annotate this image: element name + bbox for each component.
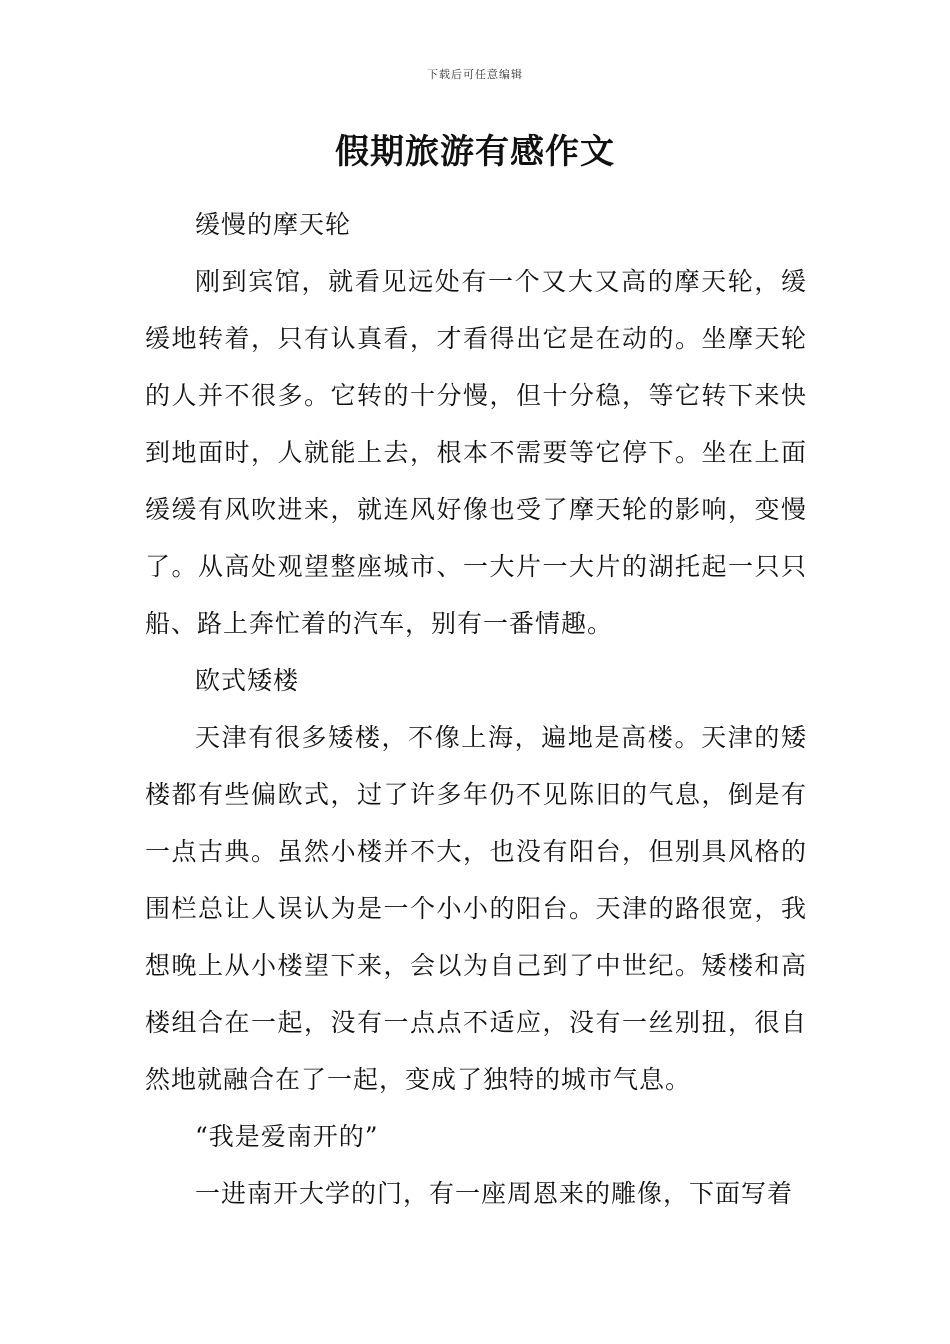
- section-heading-nankai: “我是爱南开的”: [195, 1122, 379, 1151]
- document-body: [145, 196, 807, 1222]
- paragraph-nankai: 一进南开大学的门，有一座周恩来的雕像，下面写着: [195, 1179, 794, 1208]
- document-title: 假期旅游有感作文: [335, 132, 615, 172]
- paragraph-european-buildings: 天津有很多矮楼，不像上海，遍地是高楼。天津的矮楼都有些偏欧式，过了许多年仍不见陈旧的气息，倒是有一点古典。虽然小楼并不大，也没有阳台，但别具风格的围栏总让人误认为是一个小小的阳台。天津的路很宽，我想晚上从小楼望下来，会以为自己到了中世纪。矮楼和高楼组合在一起，没有一点点不适应，没有一丝别扭，很自然地就融合在了一起，变成了独特的城市气息。: [145, 723, 807, 1094]
- header-note: 下载后可任意编辑: [427, 68, 523, 81]
- section-heading-european-buildings: 欧式矮楼: [195, 666, 300, 695]
- section-heading-ferris-wheel: 缓慢的摩天轮: [195, 210, 352, 239]
- paragraph-ferris-wheel: 刚到宾馆，就看见远处有一个又大又高的摩天轮，缓缓地转着，只有认真看，才看得出它是在动的。坐摩天轮的人并不很多。它转的十分慢，但十分稳，等它转下来快到地面时，人就能上去，根本不需要等它停下。坐在上面缓缓有风吹进来，就连风好像也受了摩天轮的影响，变慢了。从高处观望整座城市、一大片一大片的湖托起一只只船、路上奔忙着的汽车，别有一番情趣。: [145, 267, 807, 638]
